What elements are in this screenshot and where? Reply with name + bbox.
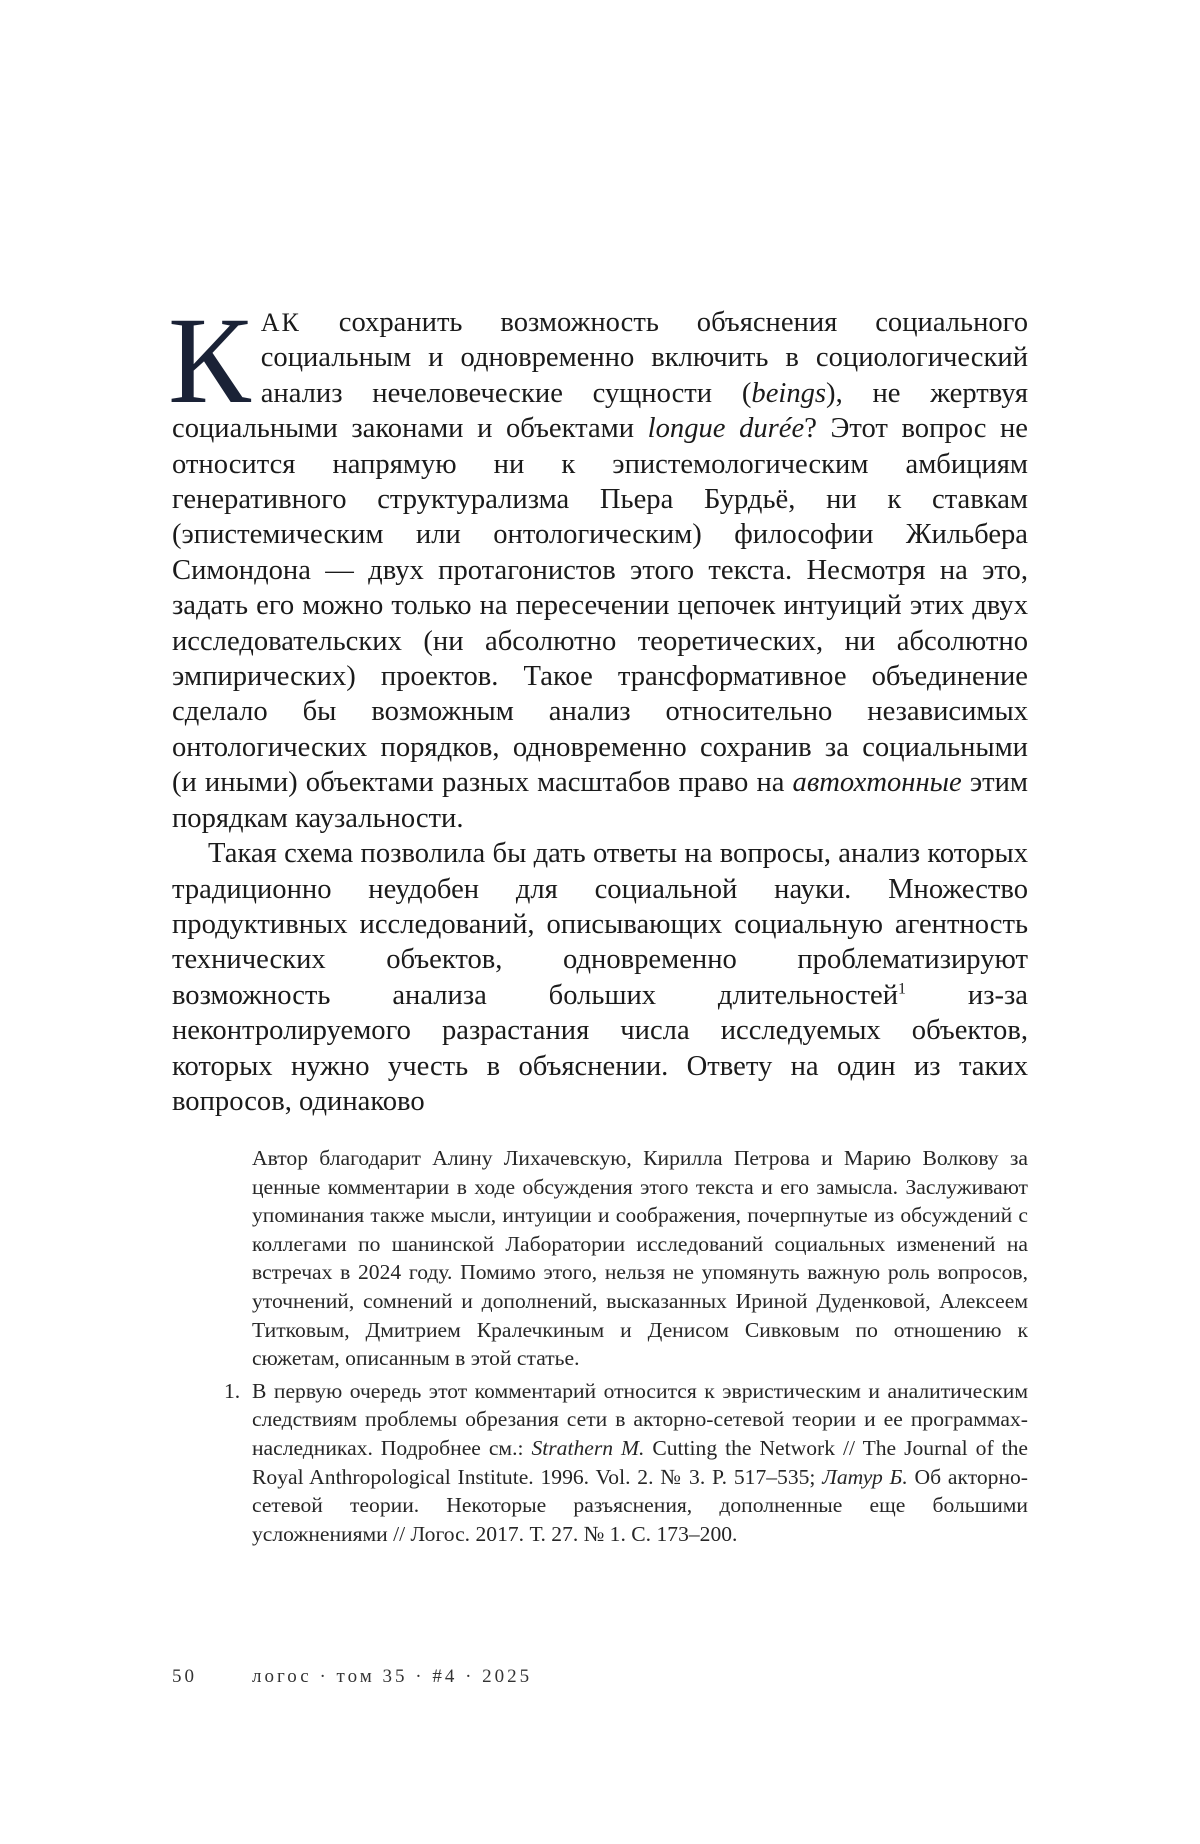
footnotes [224,1144,1029,1548]
text-run: Об акторно-сетевой теории. Некоторые разъяснения, дополненные еще большими усложнениями // Логос. 2017. Т. 27. № 1. С. 173–200. [252,1464,1029,1546]
page-footer [172,1666,532,1688]
text-run: Такая схема позволила бы дать ответы на вопросы, анализ которых традиционно неудобен для социальной науки. Множество продуктивных исследований, описывающих социальную агентность технических объектов, одновременно проблематизируют возможность анализа больших длительностей [172,838,1028,1011]
footnote-ref[interactable]: 1 [898,980,907,998]
italic-author: Латур Б. [822,1464,908,1489]
text-run: ), не жертвуя социальными законами и объектами [172,377,1028,445]
footnote-1 [224,1377,1029,1549]
first-word-smallcaps: АК [260,308,301,337]
paragraph-1 [168,292,1028,836]
text-run: из-за неконтролируемого разрастания числа исследуемых объектов, которых нужно учесть в объяснении. Ответу на один из таких вопросов, одинаково [172,979,1028,1117]
paragraph-2 [172,836,1028,1119]
italic-term: longue durée [647,413,805,445]
italic-term: beings [751,377,827,409]
drop-cap: К [168,292,251,429]
text-run: Cutting the Network // The Journal of the Royal Anthropological Institute. 1996. Vol. 2. № 3. P. 517–535; [252,1435,1028,1489]
text-run: сохранить возможность объяснения социального социальным и одновременно включить в социологический анализ нечеловеческие сущности ( [260,307,1028,409]
italic-term: автохтонные [792,767,962,799]
text-run: В первую очередь этот комментарий относится к эвристическим и аналитическим следствиям проблемы обрезания сети в акторно-сетевой теории и ее программах-наследниках. Подробнее см.: [252,1378,1028,1460]
footnote-number: 1. [224,1378,241,1403]
italic-author: Strathern M. [531,1435,645,1460]
main-text [168,292,1028,1119]
text-run: этим порядкам каузальности. [172,767,1028,834]
acknowledgment-note: Автор благодарит Алину Лихачевскую, Кирилла Петрова и Марию Волкову за ценные комментарии в ходе обсуждения этого текста и его замысла. Заслуживают упоминания также мысли, интуиции и соображения, почерпнутые из обсуждений с коллегами по шанинской Лаборатории исследований социальных изменений на встречах в 2024 году. Помимо этого, нельзя не упомянуть важную роль вопросов, уточнений, сомнений и дополнений, высказанных Ириной Дуденковой, Алексеем Титковым, Дмитрием Кралечкиным и Денисом Сивковым по отношению к сюжетам, описанным в этой статье. [252,1146,1028,1371]
text-run: ? Этот вопрос не относится напрямую ни к эпистемологическим амбициям генеративного структурализма Пьера Бурдьё, ни к ставкам (эпистемическим или онтологическим) философии Жильбера Симондона — двух протагонистов этого текста. Несмотря на это, задать его можно только на пересечении цепочек интуиций этих двух исследовательских (ни абсолютно теоретических, ни абсолютно эмпирических) проектов. Такое трансформативное объединение сделало бы возможным анализ относительно независимых онтологических порядков, одновременно сохранив за социальными (и иными) объектами разных масштабов право на [172,413,1028,799]
running-head: логос · том 35 · #4 · 2025 [252,1666,533,1687]
page-number: 50 [172,1666,197,1687]
